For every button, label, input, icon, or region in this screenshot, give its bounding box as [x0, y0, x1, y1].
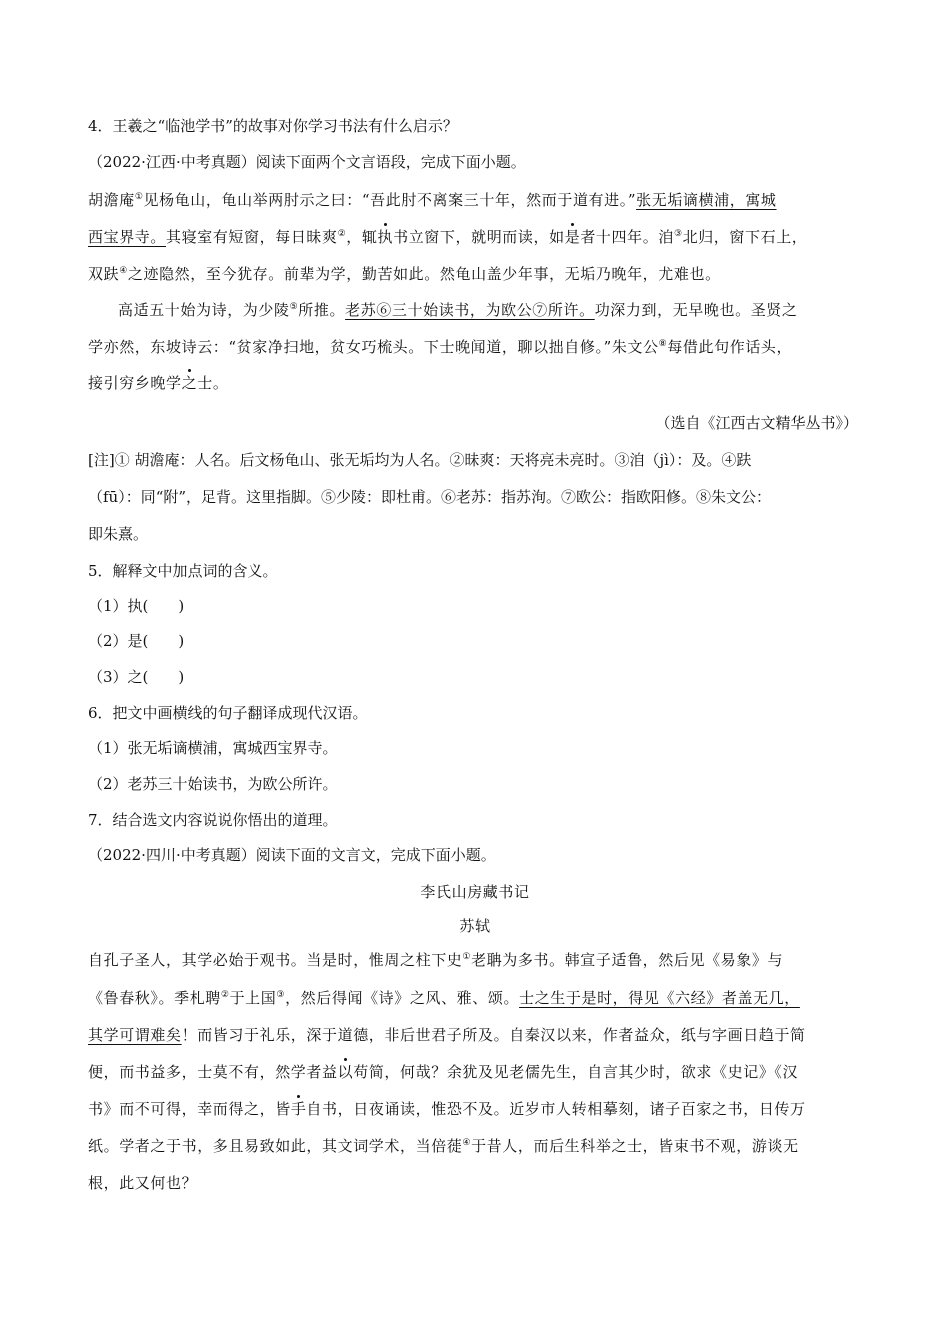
essay-title: 李氏山房藏书记: [420, 883, 530, 901]
text: 书》而不可得，幸而得之，皆: [88, 1100, 291, 1118]
text: 书立窗下，就明而读，如: [393, 228, 565, 246]
text: 胡澹庵: [88, 191, 135, 209]
text: 纸。学者之于书，多且易致如此，其文词学术，当倍蓰: [88, 1137, 463, 1155]
note-ref: ②: [220, 990, 230, 1000]
passage3-line1: [88, 950, 783, 970]
text: 见杨龟山，龟山举两肘示之曰：“吾此肘不离案三十年，然而于道有进。”: [143, 191, 637, 209]
question-5-item-3: （3）之( ): [88, 668, 185, 686]
passage1-line3: [88, 264, 721, 284]
underlined-sentence: 其学可谓难矣: [88, 1026, 182, 1044]
notes-line2: （fū）：同“附”，足背。这里指脚。⑤少陵：即杜甫。⑥老苏：指苏洵。⑦欧公：指欧阳修。⑧朱文公：: [88, 488, 772, 506]
passage3-line3: [88, 1025, 806, 1045]
passage3-line6: [88, 1136, 799, 1156]
text: 苟简，何哉？余犹及见老儒先生，自言其少时，欲求《史记》《汉: [353, 1063, 799, 1081]
note-ref: ②: [337, 229, 347, 239]
underlined-sentence: 西宝界寺。: [88, 228, 167, 246]
text: 便，而书益多，士莫不有，然学者益: [88, 1063, 338, 1081]
passage3-line7: 根，此又何也？: [88, 1174, 198, 1192]
text: 其寝室有短窗，每日昧爽: [166, 228, 338, 246]
source-citation: （选自《江西古文精华丛书》）: [655, 414, 858, 432]
text: ，辄: [346, 228, 378, 246]
note-ref: ④: [119, 266, 128, 276]
passage2-line2: [88, 337, 792, 357]
note-ref: ⑧: [658, 339, 668, 349]
text: 学亦然，东坡诗云：“贫家净扫地，贫女巧梳头。下士晚闻道，聊以拙自修。”朱文公: [88, 338, 659, 356]
question-5-item-2: （2）是( ): [88, 632, 185, 650]
note-ref: ③: [673, 229, 683, 239]
dotted-word: 以: [337, 1063, 354, 1081]
underlined-sentence: 士之生于是时，得见《六经》者盖无几，: [519, 989, 800, 1007]
essay-author: 苏轼: [459, 917, 491, 935]
passage3-line4: [88, 1062, 798, 1082]
underlined-sentence: 张无垢谪横浦，寓城: [636, 191, 777, 209]
intro-passage-1: （2022·江西·中考真题）阅读下面两个文言语段，完成下面小题。: [88, 153, 526, 171]
text: ！而皆习于礼乐，深于道德，非后世君子所及。自秦汉以来，作者益众，纸与字画日趋于简: [181, 1026, 806, 1044]
dotted-word: 是: [564, 228, 581, 246]
note-ref: ①: [134, 192, 144, 202]
notes-line3: 即朱熹。: [88, 525, 149, 543]
passage2-line1: [118, 300, 798, 320]
text: 自孔子圣人，其学必始于观书。当是时，惟周之柱下史: [88, 951, 463, 969]
question-5-item-1: （1）执( ): [88, 597, 185, 615]
text: 老聃为多书。韩宣子适鲁，然后见《易象》与: [471, 951, 784, 969]
text: 《鲁春秋》。季札聘: [88, 989, 221, 1007]
question-5: 5．解释文中加点词的含义。: [88, 562, 278, 580]
text: 所推。: [298, 301, 346, 319]
passage3-line5: [88, 1099, 806, 1119]
passage3-line2: [88, 988, 800, 1008]
text: 每借此句作话头，: [667, 338, 793, 356]
text: 于昔人，而后生科举之士，皆束书不观，游谈无: [471, 1137, 799, 1155]
passage2-line3: [88, 373, 228, 393]
question-6-item-1: （1）张无垢谪横浦，寓城西宝界寺。: [88, 739, 338, 757]
note-ref: ④: [462, 1138, 472, 1148]
question-6: 6．把文中画横线的句子翻译成现代汉语。: [88, 704, 368, 722]
passage1-line1: [88, 190, 777, 210]
intro-passage-2: （2022·四川·中考真题）阅读下面的文言文，完成下面小题。: [88, 846, 496, 864]
note-ref: ③: [276, 990, 286, 1000]
text: 接引穷乡晚学: [88, 374, 182, 392]
text: ，然后得闻《诗》之风、雅、颂。: [285, 989, 520, 1007]
text: 北归，窗下石上，: [682, 228, 808, 246]
passage1-line2: [88, 227, 807, 247]
text: 功深力到，无早晚也。圣贤之: [594, 301, 798, 319]
dotted-word: 之: [181, 374, 198, 392]
note-ref: ①: [462, 952, 472, 962]
text: 于上国: [229, 989, 277, 1007]
text: 高适五十始为诗，为少陵: [118, 301, 290, 319]
question-7: 7．结合选文内容说说你悟出的道理。: [88, 811, 338, 829]
question-4: 4．王羲之“临池学书”的故事对你学习书法有什么启示？: [88, 117, 458, 135]
text: 自书，日夜诵读，惟恐不及。近岁市人转相摹刻，诸子百家之书，日传万: [306, 1100, 806, 1118]
text: 者十四年。洎: [580, 228, 674, 246]
question-6-item-2: （2）老苏三十始读书，为欧公所许。: [88, 775, 338, 793]
text: 士。: [197, 374, 229, 392]
text: 之迹隐然，至今犹存。前辈为学，勤苦如此。然龟山盖少年事，无垢乃晚年，尤难也。: [127, 265, 721, 283]
dotted-word: 执: [377, 228, 394, 246]
note-ref: ⑤: [289, 302, 299, 312]
underlined-sentence: 老苏⑥三十始读书，为欧公⑦所许。: [345, 301, 595, 319]
text: 双趺: [88, 265, 120, 283]
dotted-word: 手: [290, 1100, 307, 1118]
notes-line1: [注]① 胡澹庵：人名。后文杨龟山、张无垢均为人名。②昧爽：天将亮未亮时。③洎（jì）：及。④趺: [88, 451, 752, 469]
